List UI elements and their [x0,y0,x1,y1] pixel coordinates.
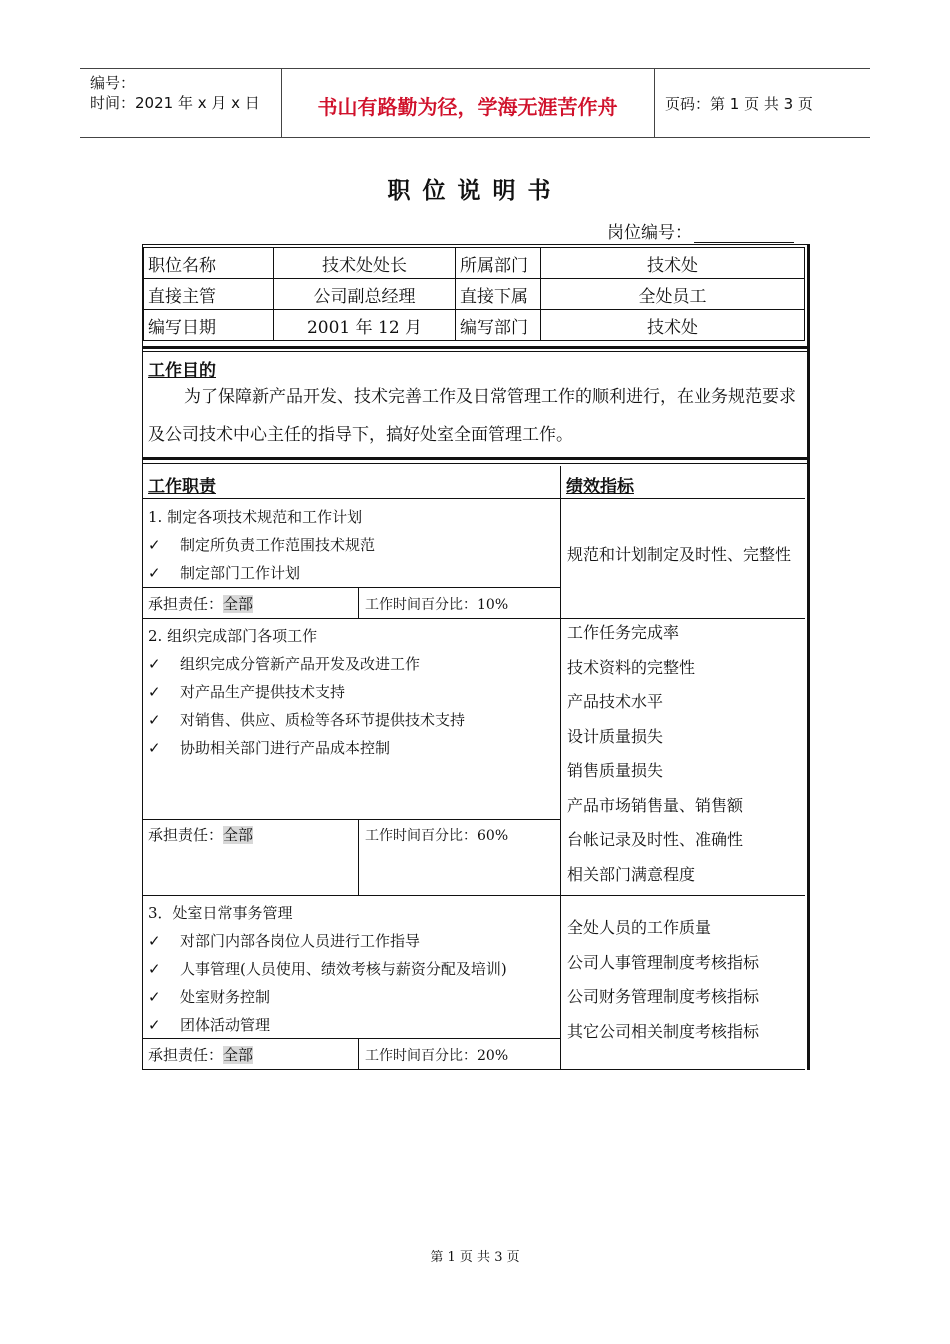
check-icon: ✓ [148,564,161,582]
check-icon: ✓ [148,960,161,978]
check-icon: ✓ [148,988,161,1006]
purpose-text: 为了保障新产品开发、技术完善工作及日常管理工作的顺利进行，在业务规范要求及公司技术中心主任的指导下，搞好处室全面管理工作。 [148,387,796,445]
row-divider [143,1038,560,1039]
responsibility-value: 全部 [223,826,254,844]
info-value: 公司副总经理 [274,279,456,310]
row-divider [143,819,560,820]
kpi-item: 公司财务管理制度考核指标 [567,987,760,1006]
kpi-item: 规范和计划制定及时性、完整性 [567,545,792,564]
cell-divider [358,1038,359,1070]
cell-divider [358,819,359,895]
info-value: 全处员工 [541,279,805,310]
check-icon: ✓ [148,1016,161,1034]
info-value: 技术处 [541,310,805,341]
kpi-heading: 绩效指标 [566,477,634,497]
check-icon: ✓ [148,932,161,950]
info-label: 直接下属 [456,279,541,310]
time-percentage: 工作时间百分比：60% [365,828,509,844]
kpi-item: 公司人事管理制度考核指标 [567,952,760,972]
duty-block [148,899,507,1039]
responsibility-label: 承担责任： [148,826,224,844]
duty-item: ✓ 人事管理(人员使用、绩效考核与薪资分配及培训) [148,955,507,983]
duty-title: 3．处室日常事务管理 [148,904,293,922]
kpi-item: 技术资料的完整性 [567,657,696,677]
check-icon: ✓ [148,655,161,673]
duty-item: ✓ 对销售、供应、质检等各环节提供技术支持 [148,706,465,734]
duty-item: ✓ 处室财务控制 [148,983,507,1011]
kpi-list [567,911,759,1049]
info-value: 技术处处长 [274,248,456,279]
info-label: 职位名称 [144,248,274,279]
duty-item: ✓ 制定所负责工作范围技术规范 [148,531,375,559]
responsibility-label: 承担责任： [148,1046,224,1064]
duty-item: ✓ 团体活动管理 [148,1011,507,1039]
row-divider [143,498,805,499]
header-divider [654,69,655,137]
duty-title: 1. 制定各项技术规范和工作计划 [148,508,363,526]
responsibility [148,1044,253,1065]
duty-item: ✓ 对产品生产提供技术支持 [148,678,465,706]
doc-number-label: 编号： [90,74,136,92]
info-row [144,310,805,341]
page-header [80,68,870,138]
duty-item: ✓ 协助相关部门进行产品成本控制 [148,734,465,762]
row-divider [143,895,805,896]
post-number [607,218,794,243]
check-icon: ✓ [148,711,161,729]
time-percentage: 工作时间百分比：10% [365,597,509,613]
document-title: 职位说明书 [387,178,563,204]
header-page-label: 页码：第 1 页 共 3 页 [665,95,813,113]
responsibility-value: 全部 [223,1046,254,1064]
responsibility [148,593,253,614]
info-row [144,248,805,279]
kpi-item: 其它公司相关制度考核指标 [567,1021,760,1041]
kpi-item: 台帐记录及时性、准确性 [567,830,744,849]
duty-item: ✓ 对部门内部各岗位人员进行工作指导 [148,927,507,955]
duty-block [148,503,375,587]
post-number-blank [694,224,794,243]
responsibility-label: 承担责任： [148,595,224,613]
time-percentage: 工作时间百分比：20% [365,1048,509,1064]
page-footer: 第 1 页 共 3 页 [430,1250,520,1265]
kpi-item: 设计质量损失 [567,726,664,746]
info-label: 直接主管 [144,279,274,310]
kpi-list [567,538,791,573]
kpi-list [567,616,743,892]
duty-item: ✓ 制定部门工作计划 [148,559,375,587]
info-label: 编写部门 [456,310,541,341]
kpi-item: 产品市场销售量、销售额 [567,795,744,815]
info-label: 所属部门 [456,248,541,279]
job-description-frame [142,244,810,1070]
check-icon: ✓ [148,683,161,701]
row-divider [143,1069,805,1070]
header-motto: 书山有路勤为径，学海无涯苦作舟 [317,95,618,119]
duty-item: ✓ 组织完成分管新产品开发及改进工作 [148,650,465,678]
kpi-item: 全处人员的工作质量 [567,918,712,937]
header-meta [90,73,260,113]
info-label: 编写日期 [144,310,274,341]
section-rule [143,351,807,352]
kpi-item: 销售质量损失 [567,761,664,780]
column-divider [560,466,561,1070]
duty-block [148,622,465,762]
purpose-heading: 工作目的 [148,361,216,381]
cell-divider [358,587,359,618]
frame-top-rule [143,244,807,245]
kpi-item: 工作任务完成率 [567,623,680,642]
check-icon: ✓ [148,739,161,757]
responsibility [148,824,253,845]
duty-title: 2. 组织完成部门各项工作 [148,627,318,645]
kpi-item: 相关部门满意程度 [567,864,696,884]
info-table [143,247,805,341]
section-rule [143,457,807,460]
section-rule [143,346,807,349]
check-icon: ✓ [148,536,161,554]
info-row [144,279,805,310]
section-rule [143,463,807,464]
row-divider [143,587,560,588]
post-number-label: 岗位编号： [607,223,692,243]
responsibility-value: 全部 [223,595,254,613]
info-value: 技术处 [541,248,805,279]
duties-heading: 工作职责 [148,477,216,497]
time-label: 时间：2021 年 x 月 x 日 [90,94,260,112]
kpi-item: 产品技术水平 [567,692,664,711]
info-value: 2001 年 12 月 [274,310,456,341]
